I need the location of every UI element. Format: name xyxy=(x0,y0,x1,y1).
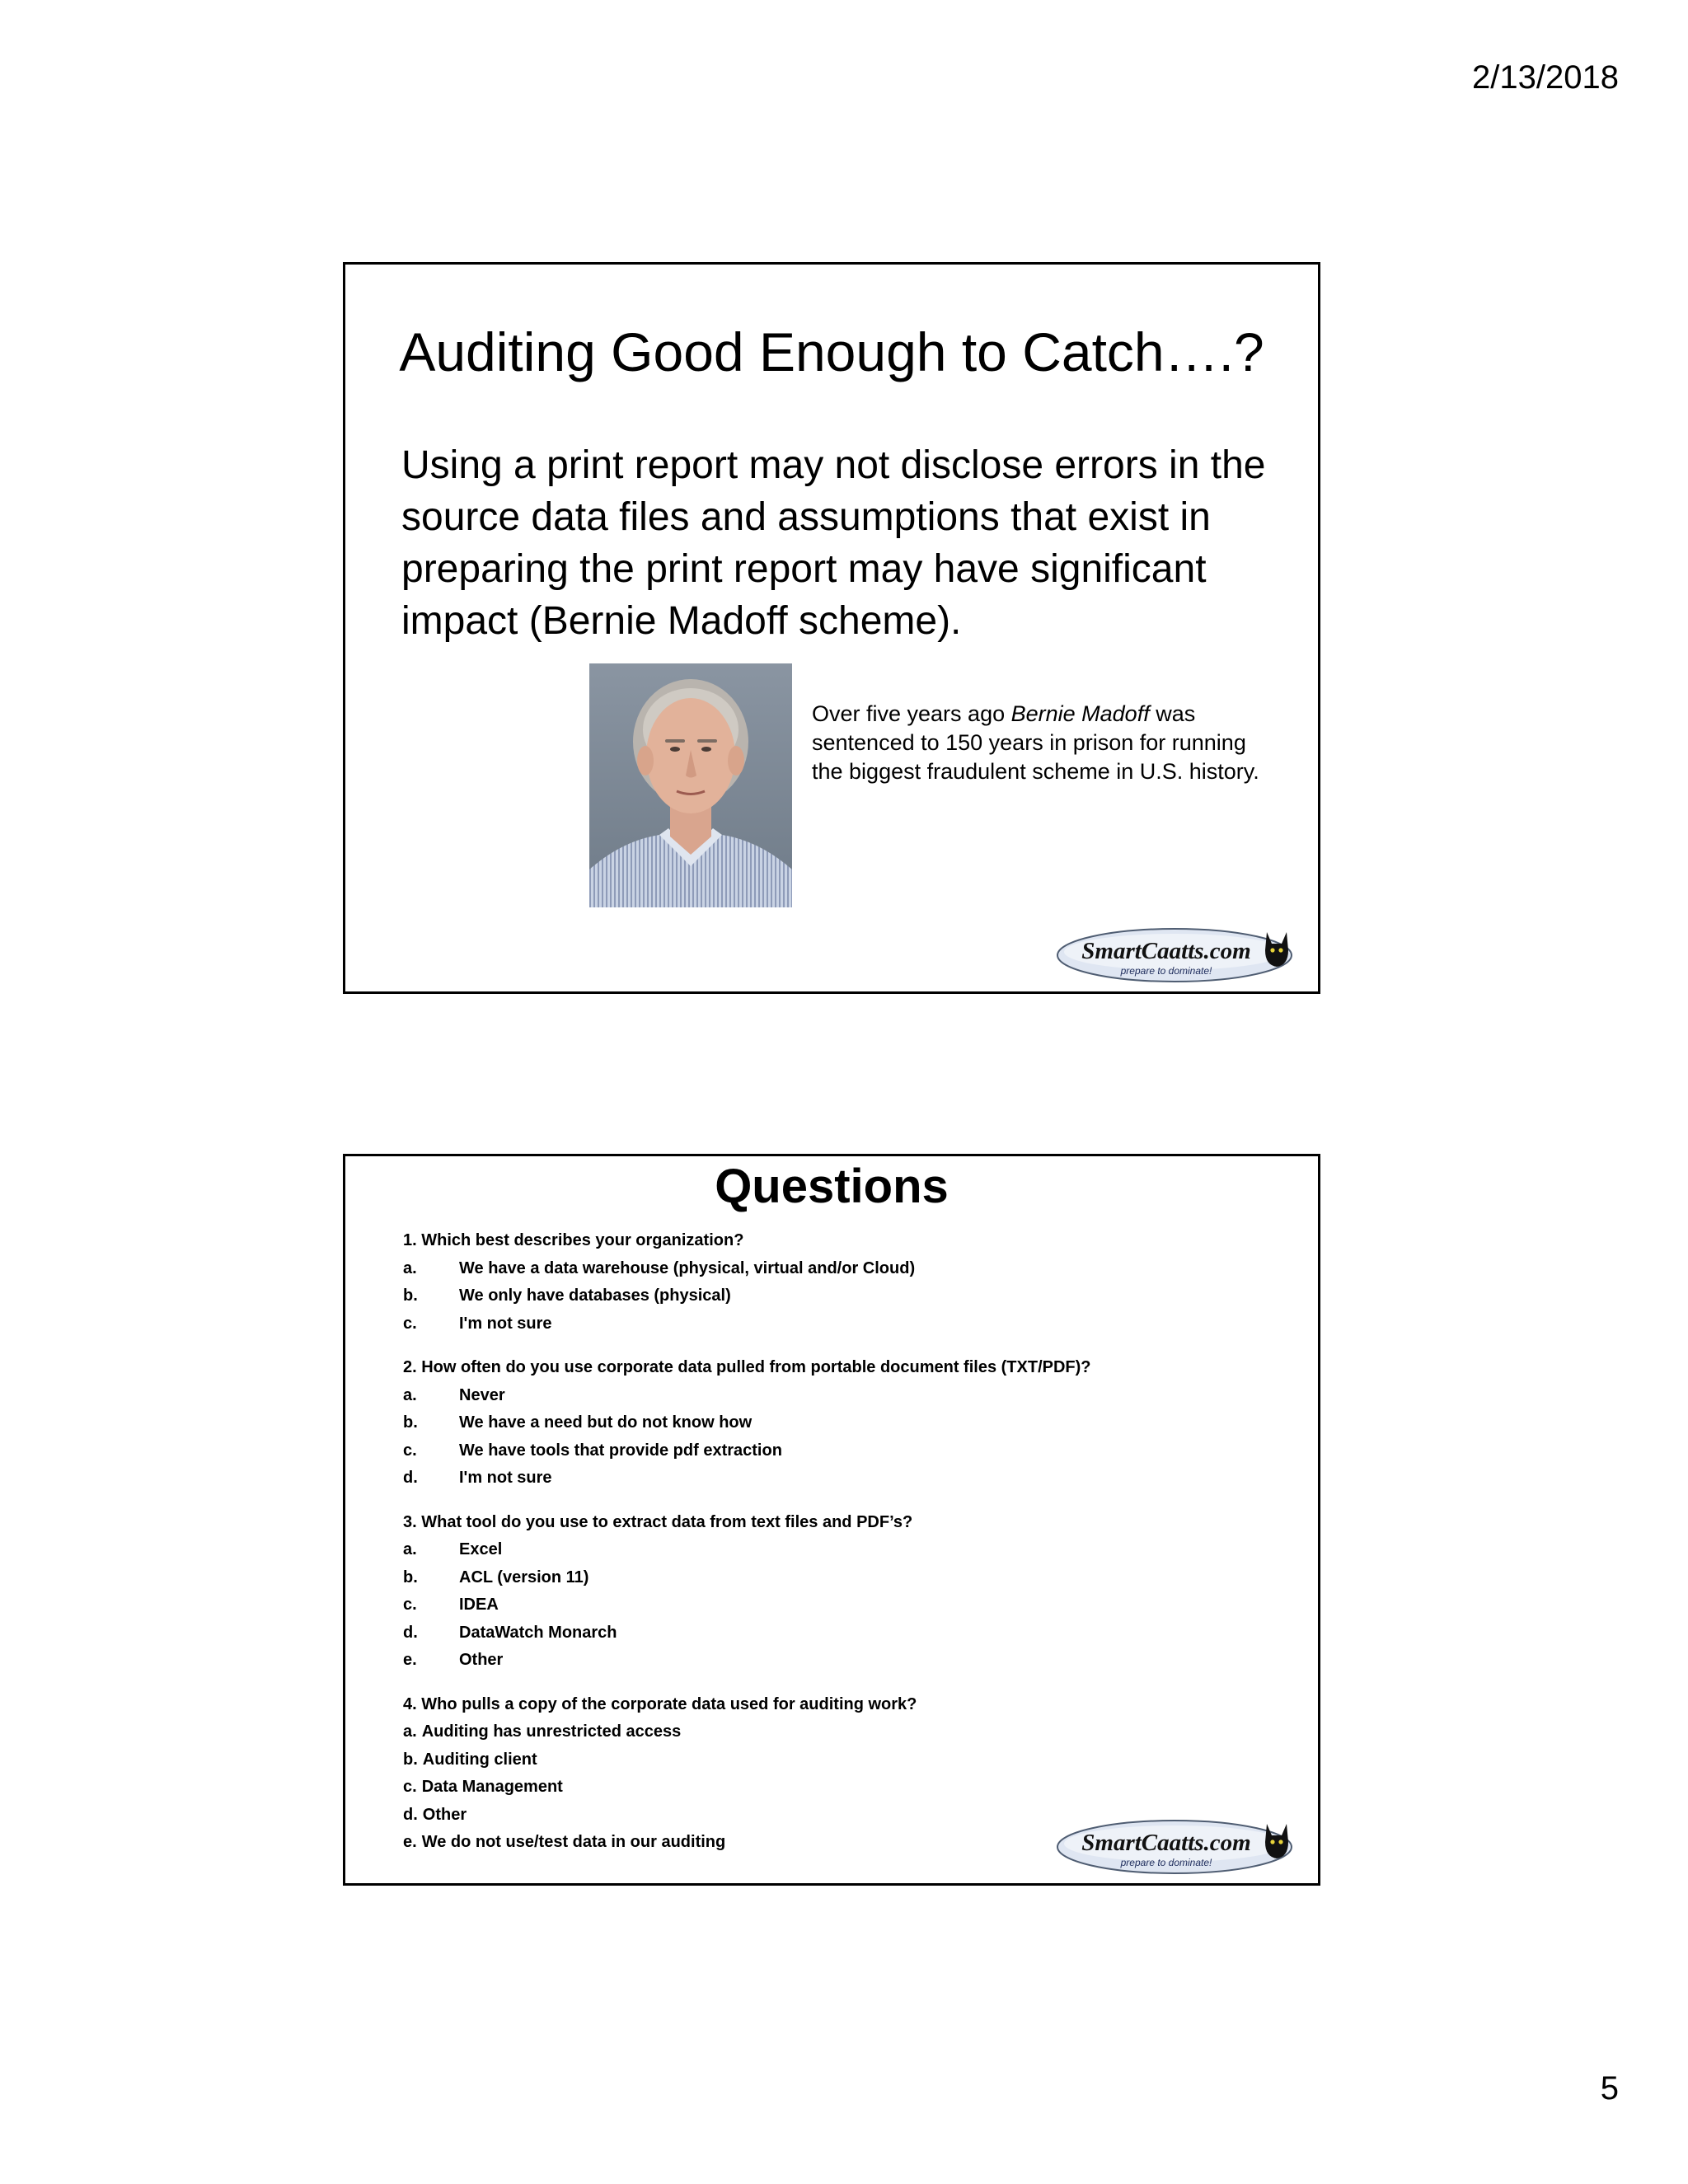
question-3 xyxy=(403,1509,1268,1675)
option-text: Excel xyxy=(459,1540,503,1558)
answer-option xyxy=(403,1437,1268,1465)
option-text: We have tools that provide pdf extraction xyxy=(459,1441,782,1460)
option-text: DataWatch Monarch xyxy=(459,1623,617,1642)
option-letter: b. xyxy=(403,1413,418,1432)
option-text: Auditing client xyxy=(422,1750,537,1769)
option-text: I'm not sure xyxy=(459,1314,552,1333)
answer-option xyxy=(403,1536,1268,1564)
option-text: We have a data warehouse (physical, virtual and/or Cloud) xyxy=(459,1258,916,1277)
logo-brand: SmartCaatts.com xyxy=(1081,938,1251,964)
option-letter: d. xyxy=(403,1623,418,1642)
answer-option xyxy=(403,1647,1268,1675)
slide-questions xyxy=(343,1154,1320,1886)
caption-text-end: was sentenced to 150 years in prison for running the biggest fraudulent scheme in U.S. history. xyxy=(812,701,1259,784)
option-letter: c. xyxy=(403,1441,417,1460)
option-letter: c. xyxy=(403,1596,417,1614)
answer-option xyxy=(403,1310,1268,1338)
page-number: 5 xyxy=(1600,2070,1619,2107)
logo-tagline: prepare to dominate! xyxy=(1120,965,1212,977)
question-text: 2. How often do you use corporate data pulled from portable document files (TXT/PDF)? xyxy=(403,1358,1091,1376)
portrait-photo xyxy=(589,663,792,907)
option-text: ACL (version 11) xyxy=(459,1568,589,1586)
answer-option xyxy=(403,1619,1268,1647)
answer-option xyxy=(403,1564,1268,1592)
question-text: 4. Who pulls a copy of the corporate data used for auditing work? xyxy=(403,1694,917,1713)
option-text: We only have databases (physical) xyxy=(459,1286,731,1305)
photo-caption xyxy=(812,700,1282,786)
caption-text-start: Over five years ago xyxy=(812,701,1011,726)
page-date: 2/13/2018 xyxy=(1472,59,1619,96)
answer-option xyxy=(403,1382,1268,1410)
option-text: Never xyxy=(459,1385,505,1404)
answer-option xyxy=(403,1591,1268,1619)
questions-list xyxy=(403,1227,1268,1857)
answer-option xyxy=(403,1409,1268,1437)
option-text: We do not use/test data in our auditing xyxy=(421,1833,726,1851)
logo-brand: SmartCaatts.com xyxy=(1081,1830,1251,1856)
logo-tagline: prepare to dominate! xyxy=(1120,1857,1212,1868)
slide-title: Auditing Good Enough to Catch….? xyxy=(399,321,1264,382)
cat-icon xyxy=(1265,932,1288,967)
option-letter: d. xyxy=(403,1469,418,1487)
option-letter: c. xyxy=(403,1314,417,1333)
caption-name: Bernie Madoff xyxy=(1010,701,1150,726)
question-1 xyxy=(403,1227,1268,1338)
option-letter: c. xyxy=(403,1778,417,1796)
option-letter: b. xyxy=(403,1568,418,1586)
smartcaatts-logo xyxy=(1054,1814,1298,1877)
question-text: 3. What tool do you use to extract data from text files and PDF’s? xyxy=(403,1512,913,1531)
option-letter: a. xyxy=(403,1540,417,1558)
option-text: I'm not sure xyxy=(459,1469,552,1487)
question-2 xyxy=(403,1354,1268,1493)
slide-body-text: Using a print report may not disclose errors in the source data files and assumptions that exist in preparing the print report may have significant impact (Bernie Madoff scheme). xyxy=(401,443,1266,643)
option-text: IDEA xyxy=(459,1596,499,1614)
answer-option xyxy=(403,1746,1268,1774)
option-letter: d. xyxy=(403,1805,418,1824)
slide-auditing xyxy=(343,262,1320,994)
answer-option xyxy=(403,1282,1268,1310)
option-text: We have a need but do not know how xyxy=(459,1413,753,1432)
option-text: Other xyxy=(459,1651,504,1669)
question-text: 1. Which best describes your organization? xyxy=(403,1231,744,1249)
option-letter: a. xyxy=(403,1722,417,1741)
option-letter: b. xyxy=(403,1750,418,1769)
option-text: Auditing has unrestricted access xyxy=(421,1722,682,1741)
option-text: Other xyxy=(422,1805,467,1824)
option-letter: a. xyxy=(403,1258,417,1277)
option-letter: a. xyxy=(403,1385,417,1404)
smartcaatts-logo xyxy=(1054,922,1298,985)
option-letter: e. xyxy=(403,1651,417,1669)
option-letter: e. xyxy=(403,1833,417,1851)
answer-option xyxy=(403,1718,1268,1746)
slide-title: Questions xyxy=(715,1160,949,1213)
option-text: Data Management xyxy=(421,1778,563,1796)
answer-option xyxy=(403,1465,1268,1493)
cat-icon xyxy=(1265,1824,1288,1858)
answer-option xyxy=(403,1774,1268,1802)
option-letter: b. xyxy=(403,1286,418,1305)
answer-option xyxy=(403,1255,1268,1283)
